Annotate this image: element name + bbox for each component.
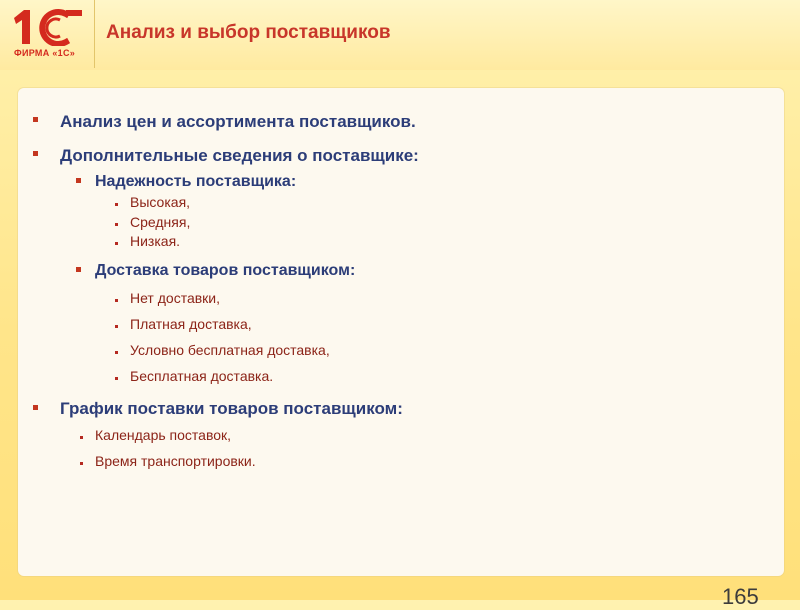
list-item-paid-delivery: Платная доставка, — [130, 316, 252, 332]
list-item-delivery-calendar: Календарь поставок, — [95, 427, 232, 443]
list-item-no-delivery: Нет доставки, — [130, 290, 221, 306]
logo-1c-mark — [10, 6, 86, 46]
company-logo — [0, 0, 95, 68]
list-item-delivery: Доставка товаров поставщиком: — [95, 262, 356, 279]
list-item-reliability-low: Низкая. — [130, 233, 181, 249]
bullet-icon — [76, 267, 81, 272]
bullet-icon — [115, 299, 118, 302]
page-number: 165 — [722, 584, 759, 609]
list-item-reliability-medium: Средняя, — [130, 214, 191, 230]
bullet-icon — [115, 351, 118, 354]
list-item-free-delivery: Бесплатная доставка. — [130, 368, 274, 384]
bullet-icon — [115, 242, 118, 245]
list-item-reliability-high: Высокая, — [130, 194, 191, 210]
bullet-icon — [115, 223, 118, 226]
bullet-icon — [115, 377, 118, 380]
bullet-icon — [115, 203, 118, 206]
slide-header — [0, 0, 800, 70]
bullet-icon — [33, 151, 38, 156]
list-item-supplier-info: Дополнительные сведения о поставщике: — [60, 146, 419, 165]
bullet-icon — [80, 436, 83, 439]
list-item-delivery-schedule: График поставки товаров поставщиком: — [60, 399, 403, 418]
slide-title: Анализ и выбор поставщиков — [106, 22, 391, 43]
logo-caption: ФИРМА «1С» — [14, 48, 76, 58]
bullet-icon — [80, 462, 83, 465]
bullet-icon — [33, 405, 38, 410]
bullet-icon — [33, 117, 38, 122]
list-item-transport-time: Время транспортировки. — [95, 453, 256, 469]
list-item-conditionally-free-delivery: Условно бесплатная доставка, — [130, 342, 330, 358]
bullet-icon — [115, 325, 118, 328]
list-item-price-analysis: Анализ цен и ассортимента поставщиков. — [60, 112, 416, 131]
list-item-reliability: Надежность поставщика: — [95, 173, 297, 190]
bullet-icon — [76, 178, 81, 183]
